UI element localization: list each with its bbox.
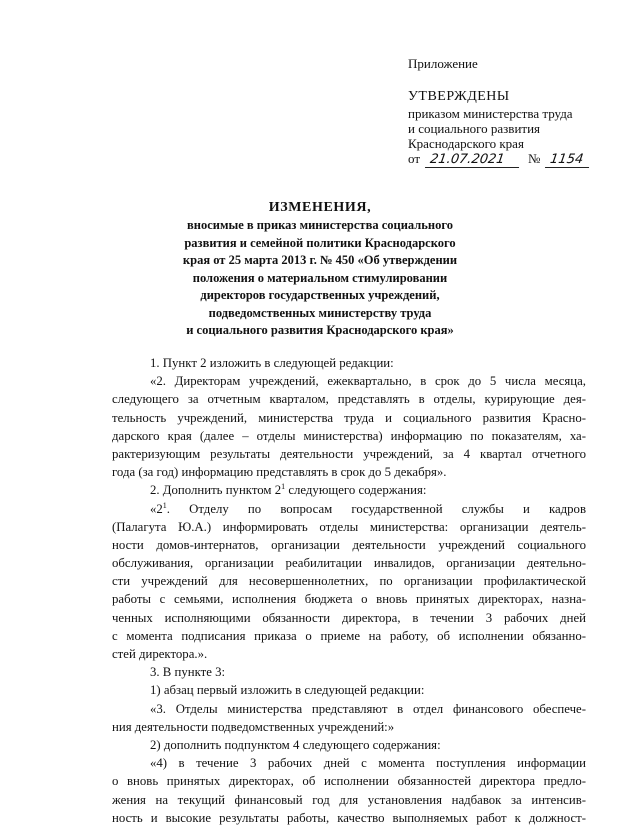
body-line — [112, 445, 586, 463]
body-line — [112, 572, 586, 590]
body-line — [112, 500, 586, 518]
body-line — [112, 609, 586, 627]
approval-date-row — [408, 151, 590, 168]
body-line-text: следующего за отчетным кварталом, представлять в отделы, курирующие дея- — [112, 392, 586, 407]
body-line-tail: . Отделу по вопросам государственной службы и кадров — [166, 501, 586, 516]
body-line — [112, 354, 586, 372]
body-line-text: «4) в течение 3 рабочих дней с момента поступления информации — [150, 756, 586, 771]
body-line-text: работы с семьями, исполнения бюджета о вновь принятых директорах, назна- — [112, 592, 586, 607]
superscript: 1 — [162, 500, 167, 510]
body-line-text: жения на текущий финансовый год для установления надбавок за интенсив- — [112, 792, 586, 807]
date-prefix: от — [408, 151, 421, 166]
body-line — [112, 554, 586, 572]
approved-line: и социального развития — [408, 121, 541, 136]
body-line-text: ченных исполняющими обязанности директора, в течении 3 рабочих дней — [112, 610, 586, 625]
body-line-text: «2 — [150, 501, 163, 516]
body-line-text: «3. Отделы министерства представляют в отдел финансового обеспече- — [150, 701, 586, 716]
body-line-text: (Палагута Ю.А.) информировать отделы министерства: организации деятель- — [112, 519, 586, 534]
approved-line: приказом министерства труда — [408, 106, 573, 121]
body-line — [112, 481, 586, 499]
body-line-text: 3. В пункте 3: — [150, 665, 226, 680]
body-line-text: 1. Пункт 2 изложить в следующей редакции: — [150, 356, 394, 370]
subtitle-line: развития и семейной политики Краснодарского — [184, 235, 456, 250]
body-line — [112, 736, 586, 754]
number-sign: № — [528, 151, 541, 166]
subtitle-line: директоров государственных учреждений, — [200, 288, 440, 302]
body-line-text: дарского края (далее – отделы министерства) информацию по показателям, ха- — [112, 428, 586, 443]
body-line-text: 1) абзац первый изложить в следующей редакции: — [150, 683, 425, 698]
document-body — [112, 354, 586, 827]
subtitle-line: края от 25 марта 2013 г. № 450 «Об утверждении — [182, 253, 458, 267]
handwritten-date: 21.07.2021 — [425, 153, 521, 168]
appendix-label: Приложение — [408, 56, 478, 71]
body-line — [112, 427, 586, 445]
body-line — [112, 791, 586, 809]
body-line — [112, 772, 586, 790]
body-line-text: обслуживания, организации реабилитации инвалидов, организации деятельно- — [112, 556, 586, 571]
body-line-text: стей директора.». — [112, 647, 208, 661]
body-line-text: 2) дополнить подпунктом 4 следующего содержания: — [150, 737, 441, 752]
body-line-text: о вновь принятых директорах, об исполнении обязанностей директора предло- — [112, 774, 586, 789]
body-line — [112, 536, 586, 554]
body-line-text: 2. Дополнить пунктом 2 — [150, 483, 282, 498]
body-line — [112, 409, 586, 427]
body-line-text: сти учреждений для несовершеннолетних, по организации профилактической — [112, 574, 586, 589]
body-line — [112, 663, 586, 681]
subtitle-line: положения о материальном стимулировании — [192, 270, 448, 285]
document-subtitle — [160, 217, 480, 340]
body-line — [112, 645, 586, 663]
body-line-tail: следующего содержания: — [285, 483, 427, 498]
body-line — [112, 372, 586, 390]
body-line — [112, 718, 586, 736]
subtitle-line: вносимые в приказ министерства социального — [187, 218, 453, 232]
body-line-text: рактеризующим результаты деятельности учреждений, за 4 квартал отчетного — [112, 446, 586, 461]
body-line-text: ния деятельности подведомственных учреждений:» — [112, 719, 395, 734]
body-line — [112, 627, 586, 645]
body-line-text: с момента подписания приказа о приеме на работу, об исполнении обязанно- — [112, 628, 586, 643]
body-line — [112, 590, 586, 608]
body-line — [112, 518, 586, 536]
body-line-text: ность и высокие результаты работы, качество выполняемых работ к должност- — [112, 810, 586, 825]
approved-line: Краснодарского края — [408, 136, 524, 151]
subtitle-line: подведомственных министерству труда — [208, 305, 432, 320]
body-line — [112, 681, 586, 699]
document-title: ИЗМЕНЕНИЯ, — [268, 200, 372, 215]
body-line-text: тельность учреждений, министерства труда и социального развития Красно- — [112, 410, 586, 425]
body-line — [112, 754, 586, 772]
body-line-text: «2. Директорам учреждений, ежеквартально, в срок до 5 числа месяца, — [150, 374, 586, 389]
handwritten-number: 1154 — [545, 153, 591, 168]
body-line — [112, 700, 586, 718]
body-line — [112, 463, 586, 481]
body-line-text: ности домов-интернатов, организации деятельности учреждений социального — [112, 537, 586, 552]
subtitle-line: и социального развития Краснодарского края» — [186, 323, 454, 337]
body-line — [112, 809, 586, 827]
approved-title: УТВЕРЖДЕНЫ — [408, 89, 510, 104]
body-line-text: года (за год) информацию представлять в срок до 5 декабря». — [112, 465, 447, 480]
superscript: 1 — [281, 482, 286, 492]
body-line — [112, 390, 586, 408]
